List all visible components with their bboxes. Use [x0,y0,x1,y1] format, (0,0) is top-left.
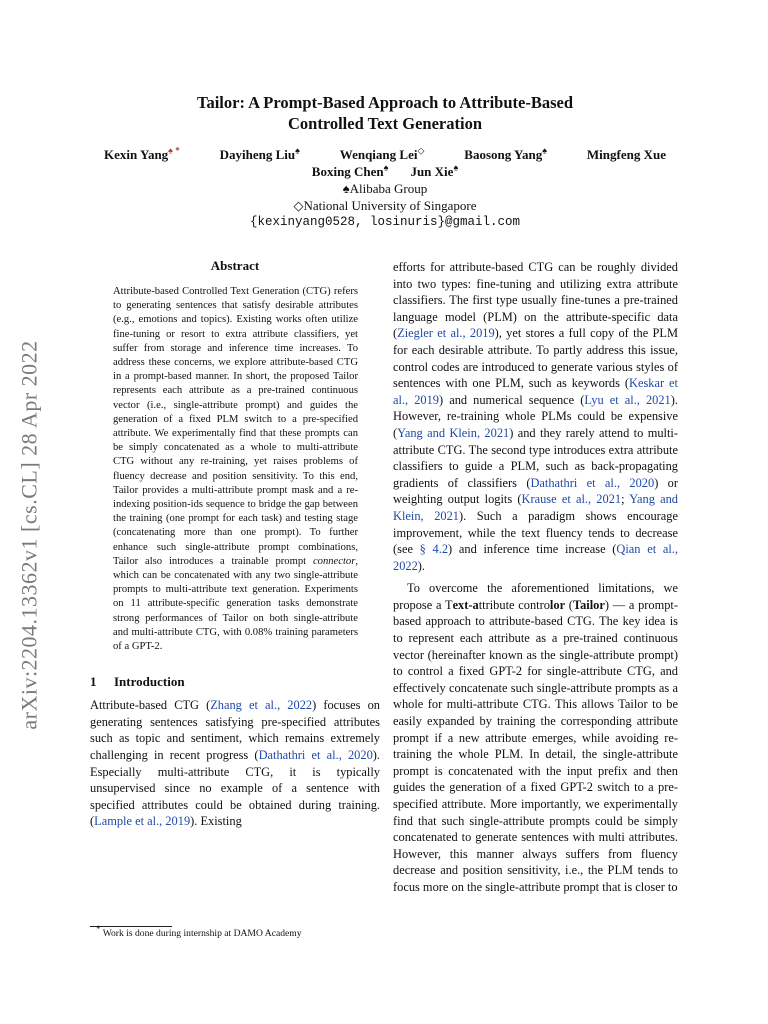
section-reference-link[interactable]: § 4.2 [419,542,449,557]
citation-link[interactable]: Krause et al., 2021 [521,492,622,507]
author-jun: Jun Xie♠ [410,162,459,179]
author-boxing: Boxing Chen♠ [311,162,389,179]
section-number: 1 [90,674,97,690]
footnote-rule [90,926,172,927]
affiliation-alibaba: ♠Alibaba Group [342,181,428,196]
author-dayiheng: Dayiheng Liu♠ [219,145,300,162]
right-paragraph-1: efforts for attribute-based CTG can be roughly divided into two types: fine-tuning and utilizing extra attribute classifiers. The first type usually fine-tunes a pre-trained language model (PLM) on the attribute-specific data (Ziegler et al., 2019), yet stores a full copy of the PLM for each desirable attribute. To partly address this issue, control codes are introduced to generate various styles of sentences with one PLM, such as keywords (Keskar et al., 2019) and numerical sequence (Lyu et al., 2021). However, re-training whole PLMs could be expensive (Yang and Klein, 2021) and they rarely attend to multi-attribute CTG. The second type introduces extra attribute classifiers to guide a PLM, such as back-propagating gradients of classifiers (Dathathri et al., 2020) or weighting output logits (Krause et al., 2021; Yang and Klein, 2021). Such a paradigm shows encourage improvement, while the text fluency tends to decrease (see § 4.2) and inference time increase (Qian et al., 2022). [393,260,679,573]
author-wenqiang: Wenqiang Lei◇ [339,145,425,162]
footnote: * Work is done during internship at DAMO Academy [96,923,302,939]
author-email: {kexinyang0528, losinuris}@gmail.com [249,215,521,229]
right-column [393,259,678,896]
citation-link[interactable]: Ziegler et al., 2019 [397,326,495,341]
abstract-heading: Abstract [210,258,260,273]
section-title: Introduction [114,674,185,690]
left-column [90,258,380,830]
citation-link[interactable]: Lyu et al., 2021 [584,392,671,407]
abstract-text: Attribute-based Controlled Text Generation (CTG) refers to generating sentences that satisfy desirable attributes (e.g., emotions and topics). Existing works often utilize fine-tuning or resort to extra attribute classifiers, yet suffer from storage and inference time increases. To address these concerns, we explore attribute-based CTG in a prompt-based manner. In short, the proposed Tailor represents each attribute as a pre-trained continuous vector (i.e., single-attribute prompt) and guides the generation of a fixed PLM switch to a pre-specified attribute. We experimentally find that these prompts can be simply concatenated as a whole to multi-attribute CTG without any re-training, yet raises problems of fluency decrease and position sensitivity. To this end, Tailor provides a multi-attribute prompt mask and a re-indexing position-ids sequence to bridge the gap between the training (one prompt for each task) and testing stage (concatenating more than one prompt). To further enhance such single-attribute prompt combinations, Tailor also introduces a trainable prompt connector, which can be concatenated with any two single-attribute prompts to multi-attribute text generation. Experiments on 11 attribute-specific generation tasks demonstrate strong performances of Tailor on both single-attribute and multi-attribute CTG, with 0.08% training parameters of a GPT-2. [113,286,358,653]
author-mingfeng: Mingfeng Xue [586,147,666,162]
title-line-2: Controlled Text Generation [287,114,483,133]
citation-link[interactable]: Zhang et al., 2022 [210,698,313,713]
author-block [90,146,680,231]
title-line-1: Tailor: A Prompt-Based Approach to Attribute-Based [196,93,573,112]
author-baosong: Baosong Yang♠ [464,145,547,162]
affiliation-nus: ◇National University of Singapore [293,198,477,213]
right-paragraph-2: To overcome the aforementioned limitations, we propose a Text-attribute controlor (Tailor) — a prompt-based approach to attribute-based CTG. The key idea is to represent each attribute as a pre-trained continuous vector (hereinafter known as the single-attribute prompt) to control a fixed GPT-2 for single-attribute CTG, and effectively concatenate such single-attribute prompts as a whole for multi-attribute CTG. This allows Tailor to be easily expanded by training the corresponding attribute prompt if a new attribute emerges, while avoiding re-training the whole PLM. In detail, the single-attribute prompt is concatenated with the input prefix and then guides the generation of a fixed GPT-2 switch to a pre-specified attribute. More importantly, we experimentally find that such single-attribute prompts could be simply concatenated to generate sentences with multi attributes. However, this manner always suffers from fluency decrease and position sensitivity, i.e., the PLM tends to focus more on the single-attribute prompt that is closer to [393,581,678,894]
author-row-2 [90,163,680,180]
author-kexin: Kexin Yang♠ * [104,145,180,162]
author-row-1 [90,146,680,163]
citation-link[interactable]: Dathathri et al., 2020 [258,748,373,763]
citation-link[interactable]: Yang and Klein, 2021 [393,492,678,523]
intro-paragraph-1: Attribute-based CTG (Zhang et al., 2022) focuses on generating sentences satisfying pre-specified attributes such as topic and sentiment, which remains extremely challenging in recent progress (Dathathri et al., 2020). Especially multi-attribute CTG, it is typically unsupervised since no example of a sentence with specified attributes could be obtained during training. (Lample et al., 2019). Existing [90,698,381,829]
citation-link[interactable]: Keskar et al., 2019 [393,376,678,407]
paper-title [90,92,680,134]
citation-link[interactable]: Dathathri et al., 2020 [530,475,655,490]
section-heading-introduction [90,674,380,690]
citation-link[interactable]: Yang and Klein, 2021 [397,425,510,440]
citation-link[interactable]: Lample et al., 2019 [94,814,191,829]
citation-link[interactable]: Qian et al., 2022 [393,542,678,573]
arxiv-stamp: arXiv:2204.13362v1 [cs.CL] 28 Apr 2022 [17,340,43,730]
